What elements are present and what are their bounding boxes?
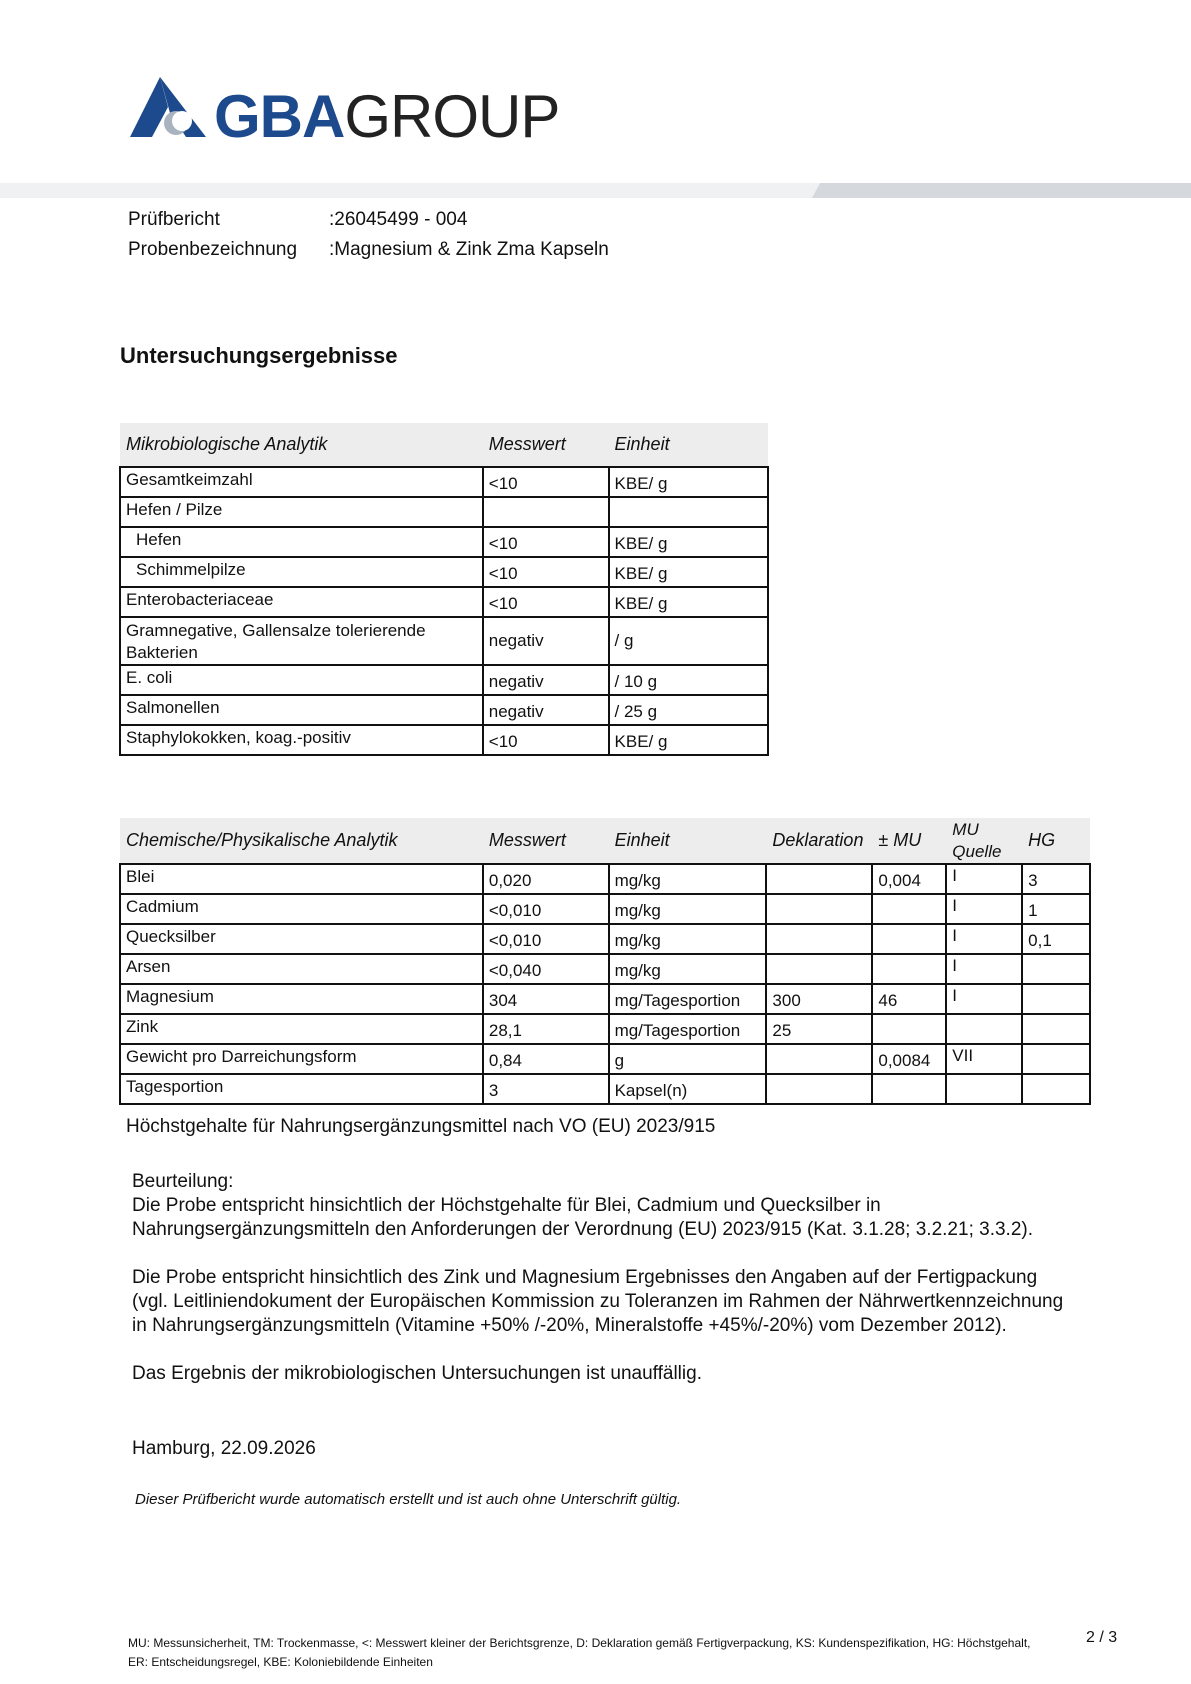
table-row: [120, 1044, 1090, 1074]
row-decl: [766, 1044, 872, 1074]
row-name: E. coli: [120, 665, 483, 695]
row-hg: [1022, 1074, 1090, 1104]
table-row: [120, 557, 768, 587]
table-row: [120, 617, 768, 665]
row-name: Hefen: [120, 527, 483, 557]
row-mu-source: I: [946, 894, 1022, 924]
row-value: [483, 497, 609, 527]
row-value: <10: [483, 587, 609, 617]
assessment-title: Beurteilung:: [132, 1171, 234, 1192]
chem-table: [119, 818, 1091, 1105]
row-mu: [872, 1074, 946, 1104]
row-name: Salmonellen: [120, 695, 483, 725]
row-unit: / g: [609, 617, 768, 665]
row-unit: mg/Tagesportion: [609, 1014, 767, 1044]
row-value: 3: [483, 1074, 609, 1104]
assessment-p3: Das Ergebnis der mikrobiologischen Untersuchungen ist unauffällig.: [132, 1363, 702, 1384]
micro-table-header: [120, 423, 768, 467]
assessment-p2-line1: Die Probe entspricht hinsichtlich des Zink und Magnesium Ergebnisses den Angaben auf der Fertigpackung: [132, 1267, 1038, 1288]
micro-table: [119, 423, 769, 756]
sample-name: :Magnesium & Zink Zma Kapseln: [329, 239, 609, 260]
row-unit: g: [609, 1044, 767, 1074]
assessment-p2-line2: (vgl. Leitliniendokument der Europäischen Kommission zu Toleranzen im Rahmen der Nährwertkennzeichnung: [132, 1291, 1064, 1312]
row-name: Magnesium: [120, 984, 483, 1014]
chem-col-mu-quelle: MU Quelle: [946, 818, 1022, 864]
row-unit: mg/kg: [609, 864, 767, 894]
chem-col-analytik: Chemische/Physikalische Analytik: [120, 818, 483, 864]
chem-table-header: [120, 818, 1090, 864]
table-row: [120, 864, 1090, 894]
table-row: [120, 587, 768, 617]
micro-col-messwert: Messwert: [483, 423, 609, 467]
row-value: negativ: [483, 617, 609, 665]
row-value: <0,010: [483, 924, 609, 954]
row-unit: / 25 g: [609, 695, 768, 725]
row-unit: mg/kg: [609, 954, 767, 984]
row-name: Zink: [120, 1014, 483, 1044]
row-mu: 0,004: [872, 864, 946, 894]
logo-mark-icon: [130, 77, 206, 137]
logo-wordmark: [214, 82, 559, 152]
report-number: :26045499 - 004: [329, 209, 468, 230]
assessment-p2-line3: in Nahrungsergänzungsmitteln (Vitamine +50% /-20%, Mineralstoffe +45%/-20%) vom Dezember 2012).: [132, 1315, 1007, 1336]
row-name: Quecksilber: [120, 924, 483, 954]
row-unit: KBE/ g: [609, 527, 768, 557]
row-hg: [1022, 1044, 1090, 1074]
table-row: [120, 894, 1090, 924]
row-hg: [1022, 1014, 1090, 1044]
row-unit: Kapsel(n): [609, 1074, 767, 1104]
row-hg: [1022, 954, 1090, 984]
chem-col-einheit: Einheit: [609, 818, 767, 864]
table-row: [120, 665, 768, 695]
row-name: Gesamtkeimzahl: [120, 467, 483, 497]
row-hg: 0,1: [1022, 924, 1090, 954]
row-mu-source: VII: [946, 1044, 1022, 1074]
row-unit: mg/Tagesportion: [609, 984, 767, 1014]
row-name: Schimmelpilze: [120, 557, 483, 587]
row-mu-source: I: [946, 924, 1022, 954]
row-name: Cadmium: [120, 894, 483, 924]
table-row: [120, 1014, 1090, 1044]
row-name: Blei: [120, 864, 483, 894]
micro-col-einheit: Einheit: [609, 423, 768, 467]
row-mu: [872, 894, 946, 924]
row-value: <10: [483, 725, 609, 755]
row-mu-source: I: [946, 864, 1022, 894]
table-row: [120, 984, 1090, 1014]
chem-col-deklaration: Deklaration: [766, 818, 872, 864]
row-mu: [872, 1014, 946, 1044]
report-label: Prüfbericht: [128, 209, 220, 230]
footer-legend-line1: MU: Messunsicherheit, TM: Trockenmasse, <: Messwert kleiner der Berichtsgrenze, D: Deklaration gemäß Fertigverpackung, KS: Kundenspezifikation, HG: Höchstgehalt,: [128, 1636, 1031, 1650]
row-value: 0,84: [483, 1044, 609, 1074]
header-band-accent: [812, 183, 1191, 198]
table-row: [120, 497, 768, 527]
row-unit: KBE/ g: [609, 467, 768, 497]
row-hg: 1: [1022, 894, 1090, 924]
row-unit: KBE/ g: [609, 557, 768, 587]
row-value: <10: [483, 557, 609, 587]
row-value: <10: [483, 527, 609, 557]
table-row: [120, 695, 768, 725]
page-number: 2 / 3: [1086, 1629, 1118, 1646]
row-value: 304: [483, 984, 609, 1014]
row-mu: [872, 954, 946, 984]
row-value: 0,020: [483, 864, 609, 894]
row-unit: [609, 497, 768, 527]
assessment-p1-line1: Die Probe entspricht hinsichtlich der Höchstgehalte für Blei, Cadmium und Quecksilber in: [132, 1195, 881, 1216]
table-row: [120, 924, 1090, 954]
row-mu: [872, 924, 946, 954]
footer-legend-line2: ER: Entscheidungsregel, KBE: Koloniebildende Einheiten: [128, 1655, 433, 1669]
chem-col-mu: ± MU: [872, 818, 946, 864]
assessment-p1-line2: Nahrungsergänzungsmitteln den Anforderungen der Verordnung (EU) 2023/915 (Kat. 3.1.28; 3.2.21; 3.3.2).: [132, 1219, 1033, 1240]
row-value: 28,1: [483, 1014, 609, 1044]
hg-note: Höchstgehalte für Nahrungsergänzungsmittel nach VO (EU) 2023/915: [126, 1116, 716, 1137]
row-value: negativ: [483, 695, 609, 725]
table-row: [120, 1074, 1090, 1104]
logo-text-light: GROUP: [344, 83, 560, 150]
row-decl: 25: [766, 1014, 872, 1044]
row-decl: [766, 864, 872, 894]
row-mu-source: I: [946, 984, 1022, 1014]
row-mu-source: [946, 1014, 1022, 1044]
logo-text-bold: GBA: [214, 83, 345, 150]
row-name: Tagesportion: [120, 1074, 483, 1104]
table-row: [120, 527, 768, 557]
row-value: <10: [483, 467, 609, 497]
row-name: Gramnegative, Gallensalze tolerierende Bakterien: [120, 617, 483, 665]
row-unit: KBE/ g: [609, 725, 768, 755]
row-hg: [1022, 984, 1090, 1014]
row-decl: [766, 924, 872, 954]
table-row: [120, 725, 768, 755]
micro-col-analytik: Mikrobiologische Analytik: [120, 423, 483, 467]
row-unit: KBE/ g: [609, 587, 768, 617]
row-decl: [766, 894, 872, 924]
place-date: Hamburg, 22.09.2026: [132, 1438, 316, 1459]
row-name: Enterobacteriaceae: [120, 587, 483, 617]
row-name: Gewicht pro Darreichungsform: [120, 1044, 483, 1074]
row-name: Staphylokokken, koag.-positiv: [120, 725, 483, 755]
row-mu-source: [946, 1074, 1022, 1104]
row-decl: [766, 1074, 872, 1104]
row-value: <0,040: [483, 954, 609, 984]
row-mu: 46: [872, 984, 946, 1014]
row-value: <0,010: [483, 894, 609, 924]
row-name: Hefen / Pilze: [120, 497, 483, 527]
table-row: [120, 467, 768, 497]
row-decl: [766, 954, 872, 984]
row-hg: 3: [1022, 864, 1090, 894]
row-unit: mg/kg: [609, 894, 767, 924]
row-mu: 0,0084: [872, 1044, 946, 1074]
row-mu-source: I: [946, 954, 1022, 984]
signature-note: Dieser Prüfbericht wurde automatisch erstellt und ist auch ohne Unterschrift gültig.: [135, 1491, 682, 1508]
chem-col-hg: HG: [1022, 818, 1090, 864]
row-name: Arsen: [120, 954, 483, 984]
row-unit: mg/kg: [609, 924, 767, 954]
chem-col-messwert: Messwert: [483, 818, 609, 864]
table-row: [120, 954, 1090, 984]
row-unit: / 10 g: [609, 665, 768, 695]
sample-label: Probenbezeichnung: [128, 239, 298, 260]
row-value: negativ: [483, 665, 609, 695]
section-title: Untersuchungsergebnisse: [120, 343, 398, 368]
row-decl: 300: [766, 984, 872, 1014]
